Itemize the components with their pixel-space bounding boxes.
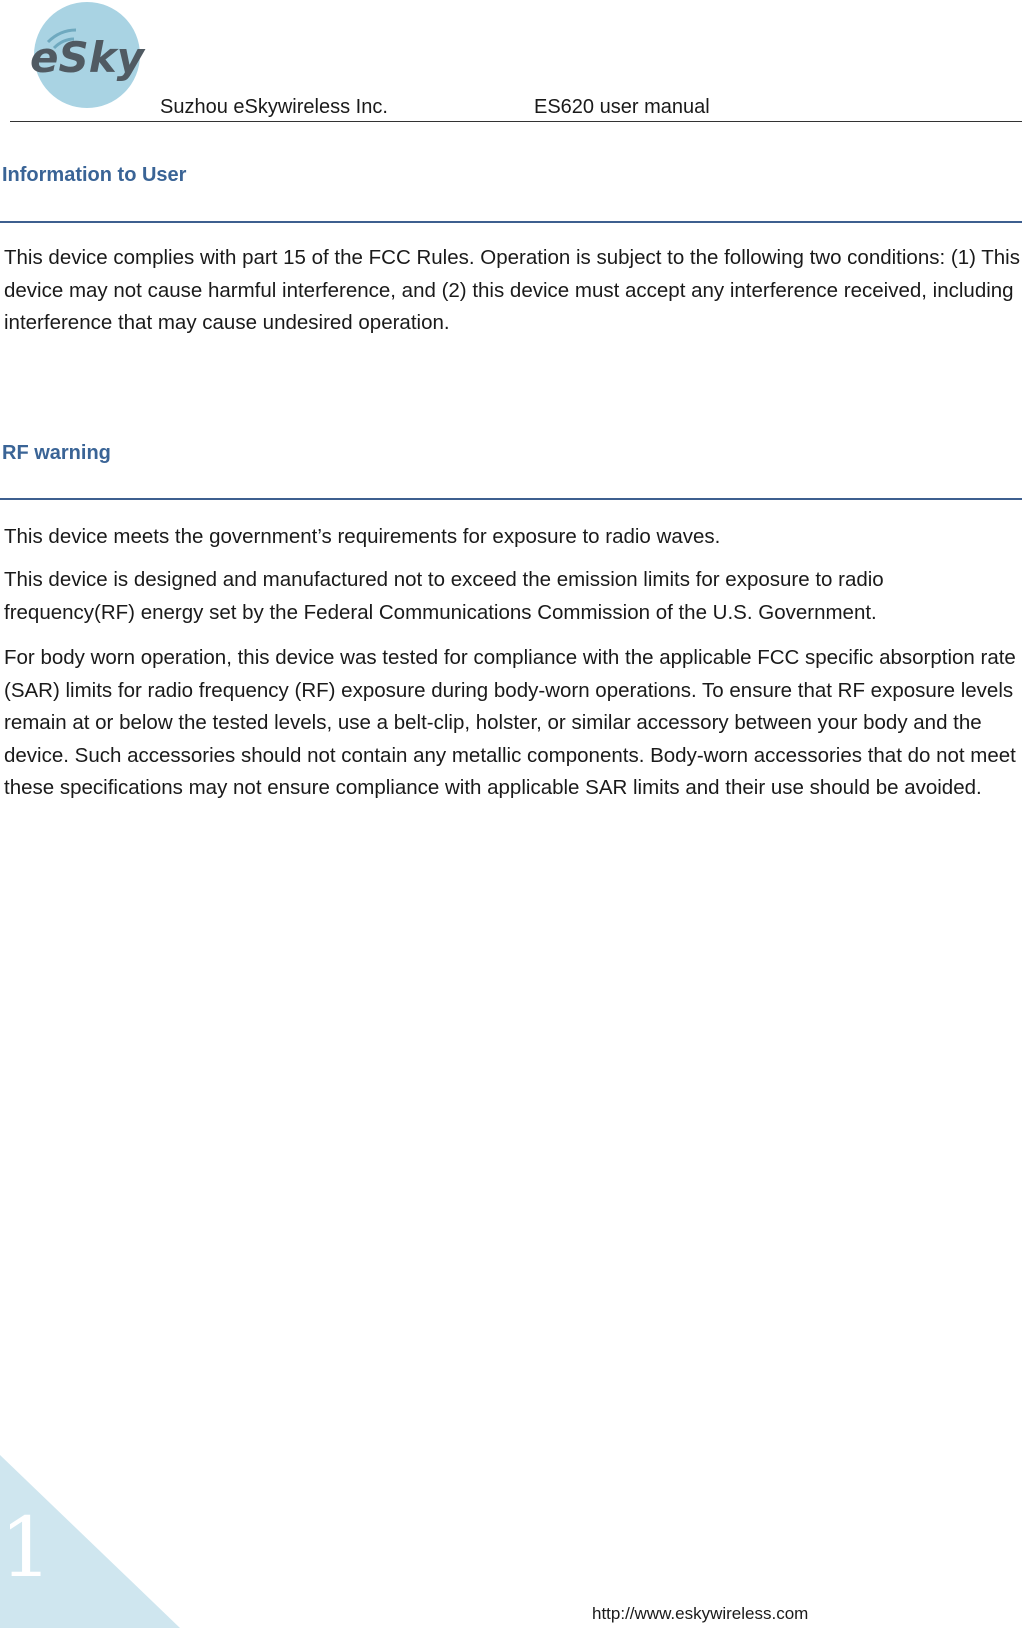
- section-title-rf-warning: RF warning: [2, 442, 111, 464]
- paragraph-body-worn: For body worn operation, this device was tested for compliance with the applicable FCC specific absorption rate (SAR) limits for radio frequency (RF) exposure during body-worn operations. To ensure that RF exposure levels remain at or below the tested levels, use a belt-clip, holster, or similar accessory between your body and the device. Such accessories should not contain any metallic components. Body-worn accessories that do not meet these specifications may not ensure compliance with applicable SAR limits and their use should be avoided.: [4, 646, 1016, 799]
- section-title-information-to-user: Information to User: [2, 164, 187, 186]
- page-number: 1: [0, 1501, 53, 1596]
- section-divider: [0, 498, 1022, 500]
- paragraph-fcc-compliance: This device complies with part 15 of the FCC Rules. Operation is subject to the following two conditions: (1) This device may not cause harmful interference, and (2) this device must accept any interference received, including interference that may cause undesired operation.: [4, 246, 1020, 334]
- header-manual-title: ES620 user manual: [534, 96, 710, 118]
- section-divider: [0, 221, 1022, 223]
- header-divider: [10, 121, 1022, 122]
- header-company-name: Suzhou eSkywireless Inc.: [160, 96, 388, 118]
- footer-url: http://www.eskywireless.com: [592, 1604, 809, 1623]
- paragraph-rf-exposure: This device meets the government’s requirements for exposure to radio waves.: [4, 525, 721, 548]
- logo-wordmark: eSky: [30, 33, 145, 82]
- eSky-logo: [20, 0, 170, 110]
- paragraph-emission-limits: This device is designed and manufactured not to exceed the emission limits for exposure to radio frequency(RF) energy set by the Federal Communications Commission of the U.S. Government.: [4, 568, 884, 624]
